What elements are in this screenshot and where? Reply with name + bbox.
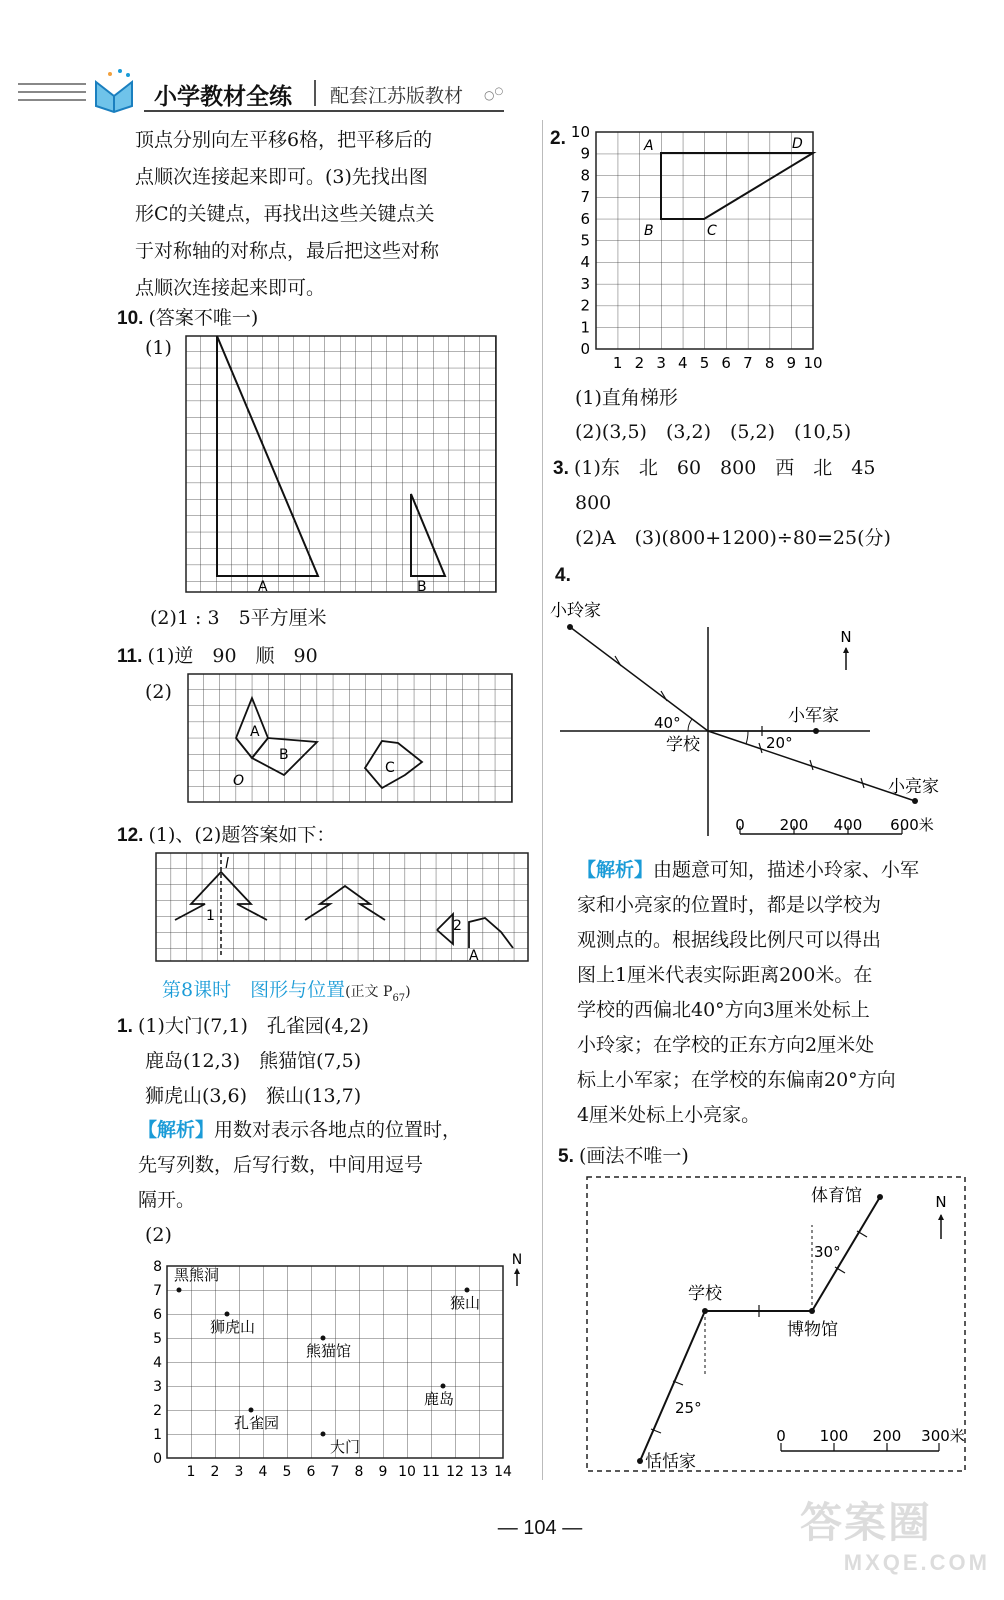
label-xiaojun-home: 小军家 <box>788 706 839 726</box>
angle-25: 25° <box>675 1399 702 1417</box>
label-b: B <box>279 747 289 763</box>
q10-heading <box>117 300 258 337</box>
map-y-tick: 0 <box>153 1451 162 1467</box>
q10-part2: (2)1 : 3 5平方厘米 <box>150 607 327 629</box>
q4-analysis-7: 标上小军家；在学校的东偏南20°方向 <box>577 1069 896 1091</box>
map-x-tick: 13 <box>470 1464 488 1480</box>
scale-400: 400 <box>833 816 863 834</box>
q4-analysis-8: 4厘米处标上小亮家。 <box>577 1104 761 1126</box>
q1-line1: (1)大门(7,1) 孔雀园(4,2) <box>137 1015 369 1037</box>
place-peacock-garden: 孔雀园 <box>234 1414 280 1432</box>
map-x-tick: 10 <box>398 1464 416 1480</box>
scale-200: 200 <box>779 816 809 834</box>
cont-line-3: 形C的关键点，再找出这些关键点关 <box>135 203 435 225</box>
q11-grid-figure <box>187 673 517 805</box>
q2-answer-1: (1)直角梯形 <box>575 387 678 409</box>
q2-y-tick: 5 <box>580 231 590 250</box>
map-y-tick: 4 <box>153 1355 162 1371</box>
q2-x-tick: 6 <box>721 354 731 372</box>
q3-line3: (2)A (3)(800+1200)÷80=25(分) <box>575 527 891 549</box>
q2-y-tick: 2 <box>580 296 590 315</box>
q4-analysis-3: 观测点的。根据线段比例尺可以得出 <box>577 929 882 951</box>
q5-number: 5. <box>558 1146 574 1167</box>
point-b: B <box>644 223 654 239</box>
map-x-tick: 2 <box>210 1464 220 1480</box>
q2-coordinate-grid <box>570 122 860 374</box>
q1-number: 1. <box>117 1016 133 1037</box>
scale-300: 300米 <box>921 1427 965 1445</box>
q4-analysis-2: 家和小亮家的位置时，都是以学校为 <box>577 894 882 916</box>
q12-text: (1)、(2)题答案如下： <box>148 824 336 846</box>
q2-x-tick: 3 <box>656 354 666 372</box>
map-x-tick: 9 <box>378 1464 388 1480</box>
label-2: 2 <box>453 918 462 934</box>
q2-x-tick: 7 <box>743 354 753 372</box>
map-y-tick: 8 <box>153 1259 162 1275</box>
q10-grid-figure <box>185 335 505 597</box>
q2-y-tick: 9 <box>580 144 590 163</box>
q2-y-tick: 3 <box>580 274 590 293</box>
q2-x-tick: 5 <box>699 354 710 372</box>
label-a: A <box>250 724 260 740</box>
q5-note: (画法不唯一) <box>578 1145 689 1167</box>
analysis-tag: 【解析】 <box>138 1119 215 1141</box>
q10-part1: (1) <box>145 337 172 359</box>
q1-map-grid <box>138 1252 538 1482</box>
q12-number: 12. <box>117 825 144 846</box>
map-y-tick: 2 <box>153 1403 162 1419</box>
map-x-tick: 3 <box>234 1464 244 1480</box>
label-c: C <box>385 760 395 776</box>
right-column <box>545 0 1004 1600</box>
q2-y-tick: 8 <box>580 166 590 185</box>
q11-part1: (1)逆 90 顺 90 <box>147 645 318 667</box>
map-x-tick: 12 <box>446 1464 464 1480</box>
watermark <box>800 1490 1000 1595</box>
label-xiaoliang-home: 小亮家 <box>888 777 939 797</box>
q2-y-tick: 7 <box>580 188 590 207</box>
map-x-tick: 7 <box>330 1464 340 1480</box>
label-tiantian-home: 恬恬家 <box>645 1452 696 1472</box>
q2-x-tick: 2 <box>634 354 645 372</box>
cont-line-5: 点顺次连接起来即可。 <box>135 277 326 299</box>
q2-x-tick: 8 <box>764 354 775 372</box>
cont-line-2: 点顺次连接起来即可。(3)先找出图 <box>135 166 428 188</box>
label-school: 学校 <box>688 1284 722 1304</box>
q1-heading <box>117 1008 369 1045</box>
point-d: D <box>792 136 803 152</box>
q4-position-diagram <box>550 590 975 840</box>
place-monkey-hill: 猴山 <box>450 1294 481 1312</box>
q1-part2: (2) <box>145 1224 172 1246</box>
q1-line3: 狮虎山(3,6) 猴山(13,7) <box>145 1085 362 1107</box>
point-a: A <box>644 138 654 154</box>
q2-x-tick: 9 <box>786 354 797 372</box>
map-x-tick: 14 <box>494 1464 512 1480</box>
label-b: B <box>417 579 427 595</box>
q4-analysis-6: 小玲家；在学校的正东方向2厘米处 <box>577 1034 875 1056</box>
q2-x-tick: 4 <box>678 354 688 372</box>
analysis-text: 用数对表示各地点的位置时， <box>214 1119 462 1141</box>
label-school: 学校 <box>666 735 700 755</box>
scale-0: 0 <box>776 1427 786 1445</box>
q3-number: 3. <box>553 458 569 479</box>
lesson-ref-page: 67 <box>392 992 406 1004</box>
q2-x-tick: 1 <box>612 354 623 372</box>
q2-y-tick: 10 <box>570 123 590 141</box>
angle-20: 20° <box>766 734 793 752</box>
q3-line1: (1)东 北 60 800 西 北 45 <box>573 457 876 479</box>
map-y-tick: 6 <box>153 1307 162 1323</box>
label-stadium: 体育馆 <box>811 1186 862 1206</box>
q2-y-tick: 6 <box>580 209 590 228</box>
cont-line-4: 于对称轴的对称点，最后把这些对称 <box>135 240 440 262</box>
scale-200: 200 <box>872 1427 902 1445</box>
q2-y-tick: 0 <box>580 340 590 358</box>
label-1: 1 <box>206 908 215 924</box>
q1-analysis-2: 先写列数，后写行数，中间用逗号 <box>138 1154 424 1176</box>
lesson-ref-end: ) <box>405 984 411 1000</box>
place-main-gate: 大门 <box>330 1438 361 1456</box>
q4-number: 4. <box>555 565 571 586</box>
analysis-tag: 【解析】 <box>577 859 654 881</box>
page-number: 104 <box>523 1517 557 1539</box>
point-c: C <box>707 223 717 239</box>
angle-30: 30° <box>814 1243 841 1261</box>
label-xiaoling-home: 小玲家 <box>550 601 601 621</box>
q5-route-diagram <box>585 1175 970 1475</box>
q10-note: (答案不唯一) <box>148 307 259 329</box>
map-x-tick: 11 <box>422 1464 440 1480</box>
q1-analysis-1 <box>138 1112 461 1149</box>
q11-part2: (2) <box>145 681 172 703</box>
q12-grid-figure <box>155 852 530 964</box>
place-deer-island: 鹿岛 <box>424 1390 455 1408</box>
cont-line-1: 顶点分别向左平移6格，把平移后的 <box>135 129 433 151</box>
q4-analysis-4: 图上1厘米代表实际距离200米。在 <box>577 964 873 986</box>
north-label: N <box>935 1193 947 1211</box>
analysis-text: 由题意可知，描述小玲家、小军 <box>653 859 920 881</box>
column-divider <box>542 120 543 1480</box>
label-a: A <box>258 579 268 595</box>
header-dots-icon: ○○ <box>484 86 504 102</box>
map-y-tick: 7 <box>153 1283 162 1299</box>
header-subtitle: 配套江苏版教材 <box>330 85 464 107</box>
north-label: N <box>840 628 852 646</box>
q3-line2: 800 <box>575 492 612 514</box>
scale-100: 100 <box>819 1427 849 1445</box>
label-o: O <box>233 773 245 789</box>
label-museum: 博物馆 <box>787 1320 838 1340</box>
q10-number: 10. <box>117 308 144 329</box>
q1-line2: 鹿岛(12,3) 熊猫馆(7,5) <box>145 1050 362 1072</box>
label-a: A <box>469 948 479 964</box>
q11-heading <box>117 638 318 675</box>
north-label: N <box>511 1252 523 1268</box>
q12-heading <box>117 817 335 854</box>
label-l: l <box>225 856 229 872</box>
map-x-tick: 4 <box>258 1464 268 1480</box>
scale-0: 0 <box>735 816 745 834</box>
header-title: 小学教材全练 <box>154 84 292 110</box>
q3-heading <box>553 450 876 487</box>
map-y-tick: 5 <box>153 1331 162 1347</box>
q2-x-tick: 10 <box>803 354 823 372</box>
watermark-text-2: MXQE.COM <box>843 1550 990 1575</box>
q4-analysis-5: 学校的西偏北40°方向3厘米处标上 <box>577 999 870 1021</box>
map-y-tick: 3 <box>153 1379 162 1395</box>
map-x-tick: 5 <box>282 1464 292 1480</box>
q2-number: 2. <box>550 128 566 149</box>
q5-heading <box>558 1138 689 1175</box>
place-black-bear-cave: 黑熊洞 <box>174 1266 220 1284</box>
scale-600: 600米 <box>890 816 934 834</box>
place-panda-house: 熊猫馆 <box>306 1342 352 1360</box>
place-lion-tiger-hill: 狮虎山 <box>210 1318 256 1336</box>
q2-answer-2: (2)(3,5) (3,2) (5,2) (10,5) <box>575 421 852 443</box>
q4-analysis-1 <box>577 852 919 889</box>
q2-y-tick: 4 <box>580 253 590 272</box>
lesson-title-text: 第8课时 图形与位置 <box>162 979 346 1001</box>
q2-y-tick: 1 <box>580 318 590 337</box>
map-x-tick: 1 <box>186 1464 196 1480</box>
page-footer: — 104 — <box>497 1517 583 1539</box>
q11-number: 11. <box>117 646 143 667</box>
lesson-ref: (正文 P <box>345 984 393 1000</box>
lesson-title <box>162 975 411 1004</box>
map-x-tick: 8 <box>354 1464 364 1480</box>
map-x-tick: 6 <box>306 1464 316 1480</box>
q1-analysis-3: 隔开。 <box>138 1189 196 1211</box>
angle-40: 40° <box>654 714 681 732</box>
watermark-text-1: 答案圈 <box>800 1498 933 1547</box>
map-y-tick: 1 <box>153 1427 162 1443</box>
